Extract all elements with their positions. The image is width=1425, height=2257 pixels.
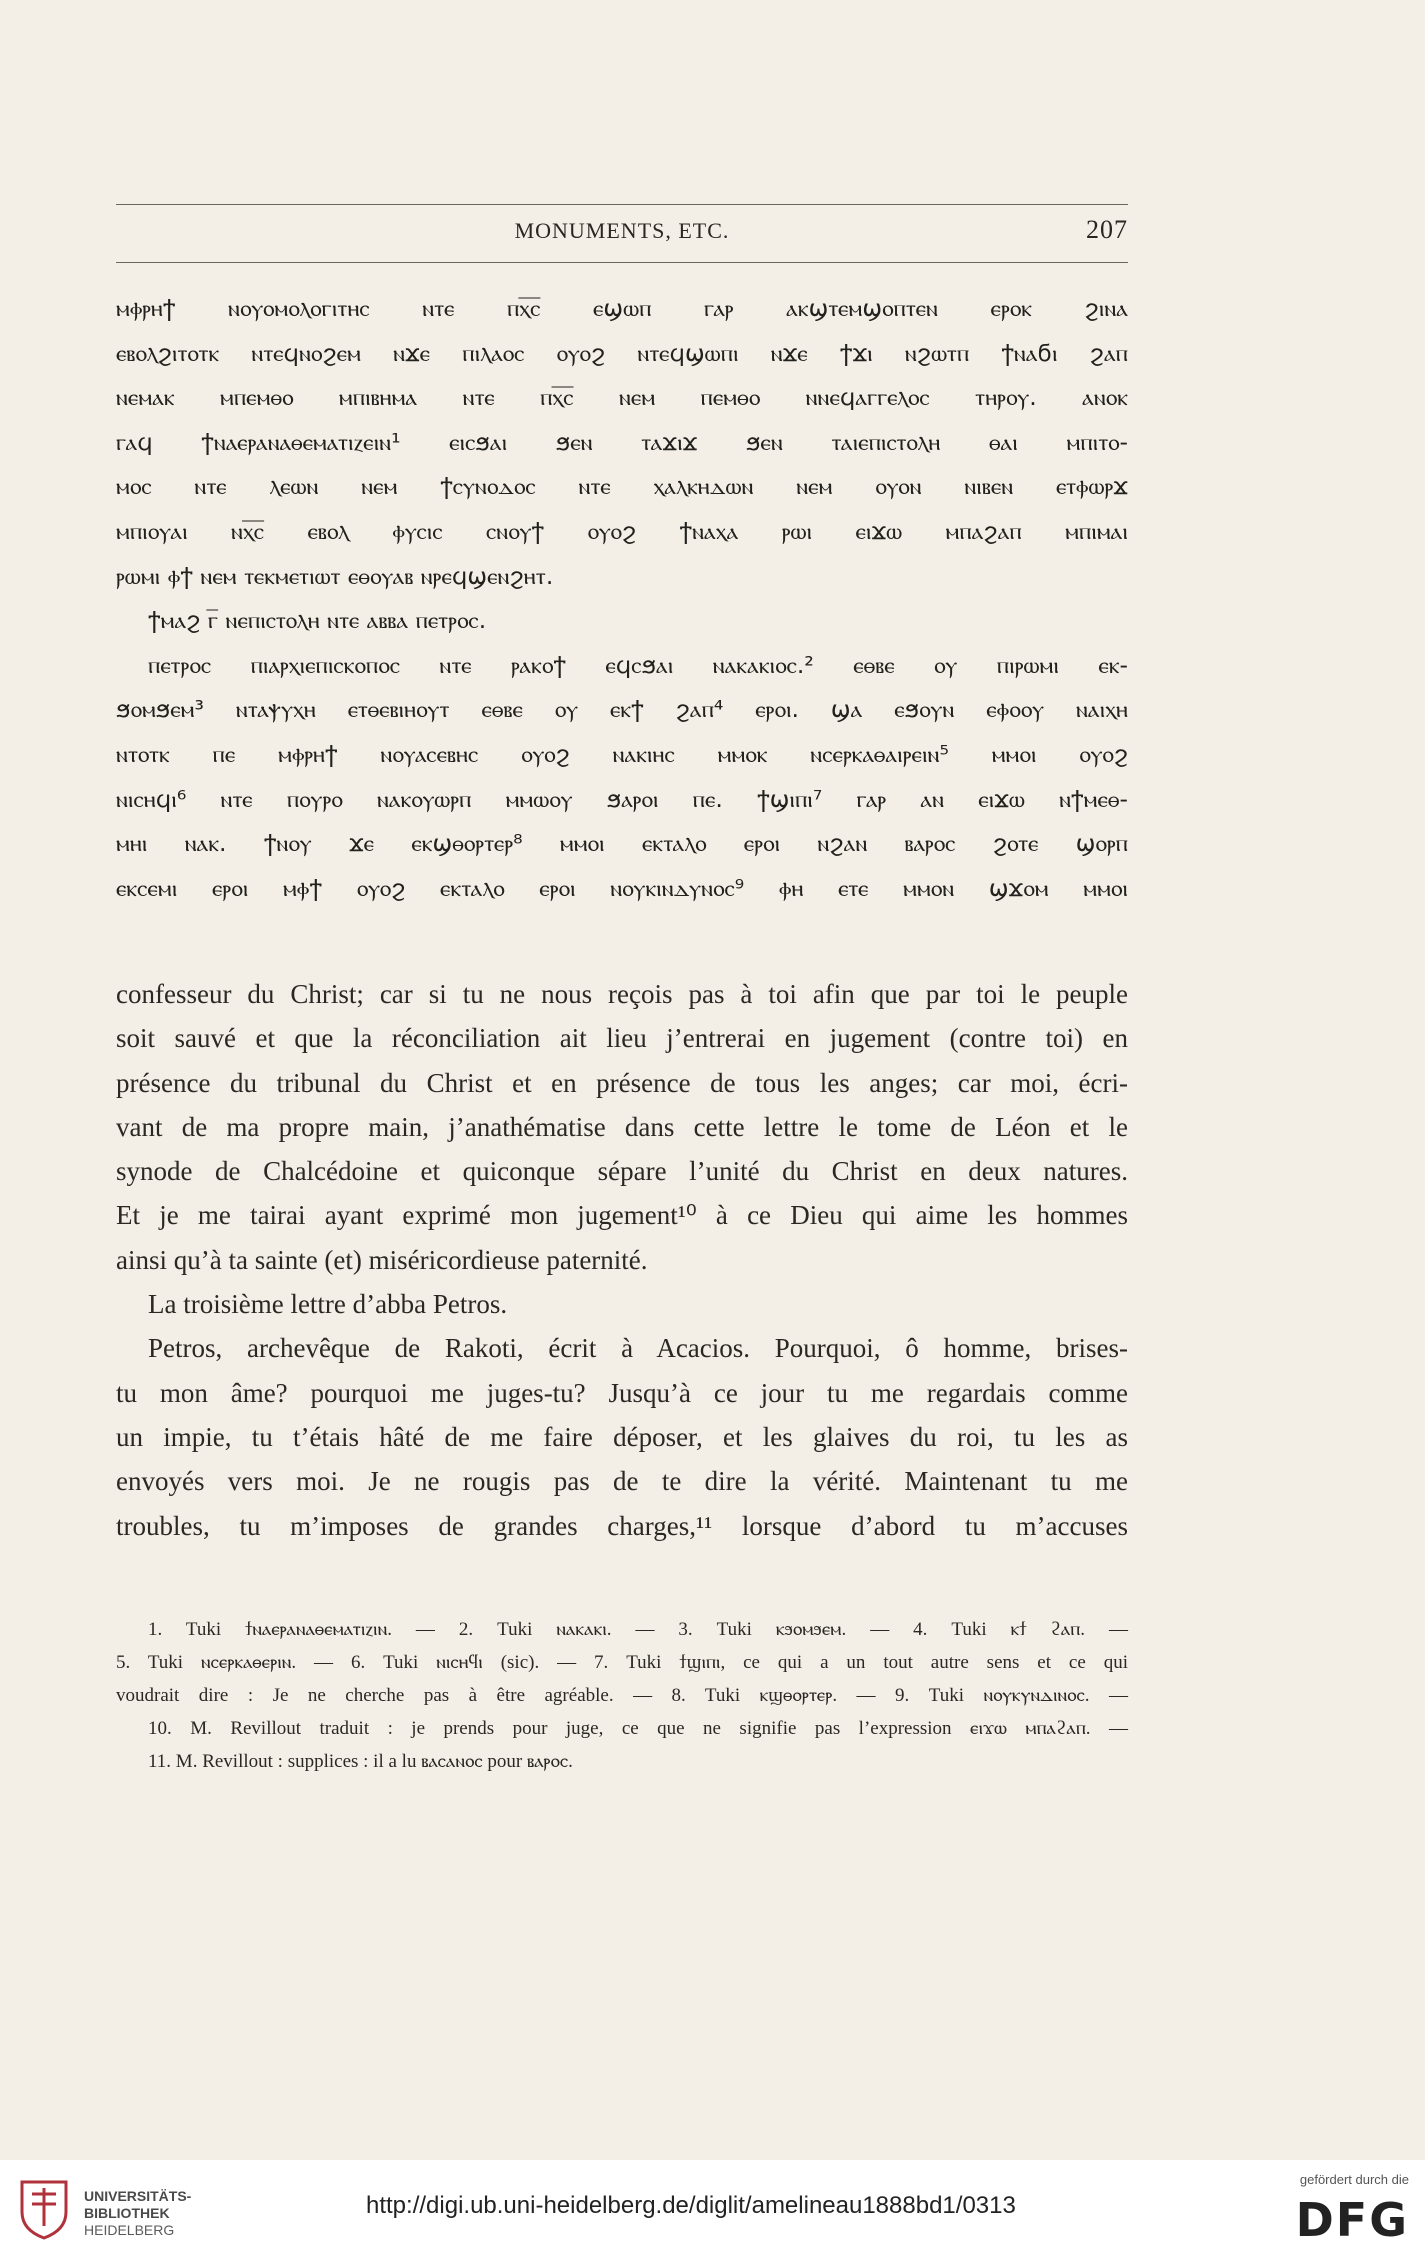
french-line: Et je me tairai ayant exprimé mon jugement¹⁰ à ce Dieu qui aime les hommes bbox=[116, 1200, 1128, 1231]
french-line: Petros, archevêque de Rakoti, écrit à Acacios. Pourquoi, ô homme, brises- bbox=[148, 1333, 1128, 1364]
french-heading: La troisième lettre d’abba Petros. bbox=[148, 1289, 508, 1320]
library-name-line1: UNIVERSITÄTS- bbox=[84, 2188, 192, 2204]
footnote-line: voudrait dire : Je ne cherche pas à être agréable. — 8. Tuki ⲕϣⲑⲟⲣⲧⲉⲣ. — 9. Tuki ⲛⲟⲩⲕⲩⲛⲇⲓⲛⲟⲥ. — bbox=[116, 1685, 1128, 1706]
footnote-line: 10. M. Revillout traduit : je prends pour juge, ce que ne signifie pas l’expression ⲉⲓϫⲱ ⲙⲡⲁϩⲁⲡ. — bbox=[148, 1718, 1128, 1739]
coptic-line: ⲉⲃⲟⲗϩⲓⲧⲟⲧⲕ ⲛⲧⲉϥⲛⲟϩⲉⲙ ⲛϫⲉ ⲡⲓⲗⲁⲟⲥ ⲟⲩⲟϩ ⲛⲧⲉϥϣⲱⲡⲓ ⲛϫⲉ ϯϫⲓ ⲛϩⲱⲧⲡ ϯⲛⲁϭⲓ ϩⲁⲡ bbox=[116, 338, 1128, 367]
french-translation-block bbox=[116, 972, 1128, 1548]
french-line: un impie, tu t’étais hâté de me faire déposer, et les glaives du roi, tu les as bbox=[116, 1421, 1128, 1452]
coptic-line: ⲙⲡⲓⲟⲩⲁⲓ ⲛⲭ̅ⲥ̅ ⲉⲃⲟⲗ ⲫⲩⲥⲓⲥ ⲥⲛⲟⲩϯ ⲟⲩⲟϩ ϯⲛⲁⲭⲁ ⲣⲱⲓ ⲉⲓϫⲱ ⲙⲡⲁϩⲁⲡ ⲙⲡⲓⲙⲁⲓ bbox=[116, 516, 1128, 545]
french-line: ainsi qu’à ta sainte (et) miséricordieuse paternité. bbox=[116, 1244, 648, 1275]
footnote-line: 5. Tuki ⲛⲥⲉⲣⲕⲁⲑⲉⲣⲓⲛ. — 6. Tuki ⲛⲓⲥⲏϥⲓ (sic). — 7. Tuki ϯϣⲓⲡⲓ, ce qui a un tout autre sens et ce qui bbox=[116, 1652, 1128, 1673]
coptic-line: ϧⲟⲙϧⲉⲙ³ ⲛⲧⲁⲯⲩⲭⲏ ⲉⲧⲑⲉⲃⲓⲏⲟⲩⲧ ⲉⲑⲃⲉ ⲟⲩ ⲉⲕϯ ϩⲁⲡ⁴ ⲉⲣⲟⲓ. ϣⲁ ⲉϧⲟⲩⲛ ⲉⲫⲟⲟⲩ ⲛⲁⲓⲭⲏ bbox=[116, 695, 1128, 724]
coptic-line: ⲅⲁϥ ϯⲛⲁⲉⲣⲁⲛⲁⲑⲉⲙⲁⲧⲓⲍⲉⲓⲛ¹ ⲉⲓⲥϧⲁⲓ ϧⲉⲛ ⲧⲁϫⲓϫ ϧⲉⲛ ⲧⲁⲓⲉⲡⲓⲥⲧⲟⲗⲏ ⲑⲁⲓ ⲙⲡⲓⲧⲟ- bbox=[116, 427, 1128, 456]
dfg-logo: DFG bbox=[1295, 2193, 1409, 2247]
header-rule-top bbox=[116, 204, 1128, 205]
coptic-line: ⲛⲓⲥⲏϥⲓ⁶ ⲛⲧⲉ ⲡⲟⲩⲣⲟ ⲛⲁⲕⲟⲩⲱⲣⲡ ⲙⲙⲱⲟⲩ ϧⲁⲣⲟⲓ ⲡⲉ. ϯϣⲓⲡⲓ⁷ ⲅⲁⲣ ⲁⲛ ⲉⲓϫⲱ ⲛϯⲙⲉⲑ- bbox=[116, 784, 1128, 813]
french-line: vant de ma propre main, j’anathématise dans cette lettre le tome de Léon et le bbox=[116, 1111, 1128, 1142]
heidelberg-university-seal-icon bbox=[16, 2178, 72, 2240]
coptic-line: ⲣⲱⲙⲓ ⲫϯ ⲛⲉⲙ ⲧⲉⲕⲙⲉⲧⲓⲱⲧ ⲉⲑⲟⲩⲁⲃ ⲛⲣⲉϥϣⲉⲛϩⲏⲧ. bbox=[116, 561, 554, 590]
digitization-footer bbox=[0, 2160, 1425, 2257]
running-head bbox=[116, 215, 1128, 248]
library-name-line3: HEIDELBERG bbox=[84, 2222, 175, 2238]
sponsor-caption: gefördert durch die bbox=[1299, 2172, 1409, 2187]
coptic-line: ⲉⲕⲥⲉⲙⲓ ⲉⲣⲟⲓ ⲙⲫϯ ⲟⲩⲟϩ ⲉⲕⲧⲁⲗⲟ ⲉⲣⲟⲓ ⲛⲟⲩⲕⲓⲛⲇⲩⲛⲟⲥ⁹ ⲫⲏ ⲉⲧⲉ ⲙⲙⲟⲛ ϣϫⲟⲙ ⲙⲙⲟⲓ bbox=[116, 873, 1128, 902]
page-number: 207 bbox=[1086, 215, 1128, 244]
french-line: présence du tribunal du Christ et en présence de tous les anges; car moi, écri- bbox=[116, 1067, 1128, 1098]
library-name-line2: BIBLIOTHEK bbox=[84, 2205, 170, 2221]
coptic-heading: ϯⲙⲁϩ ⲅ̅ ⲛⲉⲡⲓⲥⲧⲟⲗⲏ ⲛⲧⲉ ⲁⲃⲃⲁ ⲡⲉⲧⲣⲟⲥ. bbox=[148, 606, 487, 635]
french-line: envoyés vers moi. Je ne rougis pas de te dire la vérité. Maintenant tu me bbox=[116, 1466, 1128, 1497]
french-line: confesseur du Christ; car si tu ne nous reçois pas à toi afin que par toi le peuple bbox=[116, 979, 1128, 1009]
library-name bbox=[84, 2188, 254, 2239]
coptic-line: ⲙⲟⲥ ⲛⲧⲉ ⲗⲉⲱⲛ ⲛⲉⲙ ϯⲥⲩⲛⲟⲇⲟⲥ ⲛⲧⲉ ⲭⲁⲗⲕⲏⲇⲱⲛ ⲛⲉⲙ ⲟⲩⲟⲛ ⲛⲓⲃⲉⲛ ⲉⲧⲫⲱⲣϫ bbox=[116, 472, 1128, 501]
coptic-line: ⲙⲏⲓ ⲛⲁⲕ. ϯⲛⲟⲩ ϫⲉ ⲉⲕϣⲑⲟⲣⲧⲉⲣ⁸ ⲙⲙⲟⲓ ⲉⲕⲧⲁⲗⲟ ⲉⲣⲟⲓ ⲛϩⲁⲛ ⲃⲁⲣⲟⲥ ϩⲟⲧⲉ ϣⲟⲣⲡ bbox=[116, 829, 1128, 858]
running-head-title: MONUMENTS, ETC. bbox=[514, 218, 730, 243]
coptic-line: ⲡⲉⲧⲣⲟⲥ ⲡⲓⲁⲣⲭⲓⲉⲡⲓⲥⲕⲟⲡⲟⲥ ⲛⲧⲉ ⲣⲁⲕⲟϯ ⲉϥⲥϧⲁⲓ ⲛⲁⲕⲁⲕⲓⲟⲥ.² ⲉⲑⲃⲉ ⲟⲩ ⲡⲓⲣⲱⲙⲓ ⲉⲕ- bbox=[148, 650, 1128, 679]
french-line: soit sauvé et que la réconciliation ait lieu j’entrerai en jugement (contre toi) en bbox=[116, 1023, 1128, 1054]
footnotes-block bbox=[116, 1613, 1128, 1778]
footnote-line: 1. Tuki ϯⲛⲁⲉⲣⲁⲛⲁⲑⲉⲙⲁⲧⲓⲍⲓⲛ. — 2. Tuki ⲛⲁⲕⲁⲕⲓ. — 3. Tuki ⲕϧⲟⲙϧⲉⲙ. — 4. Tuki ⲕϯ ϩⲁⲡ. — bbox=[148, 1619, 1128, 1640]
coptic-line: ⲙⲫⲣⲏϯ ⲛⲟⲩⲟⲙⲟⲗⲟⲅⲓⲧⲏⲥ ⲛⲧⲉ ⲡⲭ̅ⲥ̅ ⲉϣⲱⲡ ⲅⲁⲣ ⲁⲕϣⲧⲉⲙϣⲟⲡⲧⲉⲛ ⲉⲣⲟⲕ ϩⲓⲛⲁ bbox=[116, 294, 1128, 322]
french-line: synode de Chalcédoine et quiconque sépare l’unité du Christ en deux natures. bbox=[116, 1156, 1128, 1187]
permalink-url[interactable]: http://digi.ub.uni-heidelberg.de/diglit/amelineau1888bd1/0313 bbox=[366, 2192, 1016, 2219]
footnote-line: 11. M. Revillout : supplices : il a lu ⲃⲁⲥⲁⲛⲟⲥ pour ⲃⲁⲣⲟⲥ. bbox=[148, 1751, 573, 1772]
header-rule-bottom bbox=[116, 262, 1128, 263]
coptic-line: ⲛⲉⲙⲁⲕ ⲙⲡⲉⲙⲑⲟ ⲙⲡⲓⲃⲏⲙⲁ ⲛⲧⲉ ⲡⲭ̅ⲥ̅ ⲛⲉⲙ ⲡⲉⲙⲑⲟ ⲛⲛⲉϥⲁⲅⲅⲉⲗⲟⲥ ⲧⲏⲣⲟⲩ. ⲁⲛⲟⲕ bbox=[116, 383, 1128, 412]
french-line: troubles, tu m’imposes de grandes charges,¹¹ lorsque d’abord tu m’accuses bbox=[116, 1510, 1128, 1541]
french-line: tu mon âme? pourquoi me juges-tu? Jusqu’à ce jour tu me regardais comme bbox=[116, 1377, 1128, 1408]
coptic-line: ⲛⲧⲟⲧⲕ ⲡⲉ ⲙⲫⲣⲏϯ ⲛⲟⲩⲁⲥⲉⲃⲏⲥ ⲟⲩⲟϩ ⲛⲁⲕⲓⲏⲥ ⲙⲙⲟⲕ ⲛⲥⲉⲣⲕⲁⲑⲁⲓⲣⲉⲓⲛ⁵ ⲙⲙⲟⲓ ⲟⲩⲟϩ bbox=[116, 739, 1128, 768]
coptic-text-block bbox=[116, 286, 1128, 910]
